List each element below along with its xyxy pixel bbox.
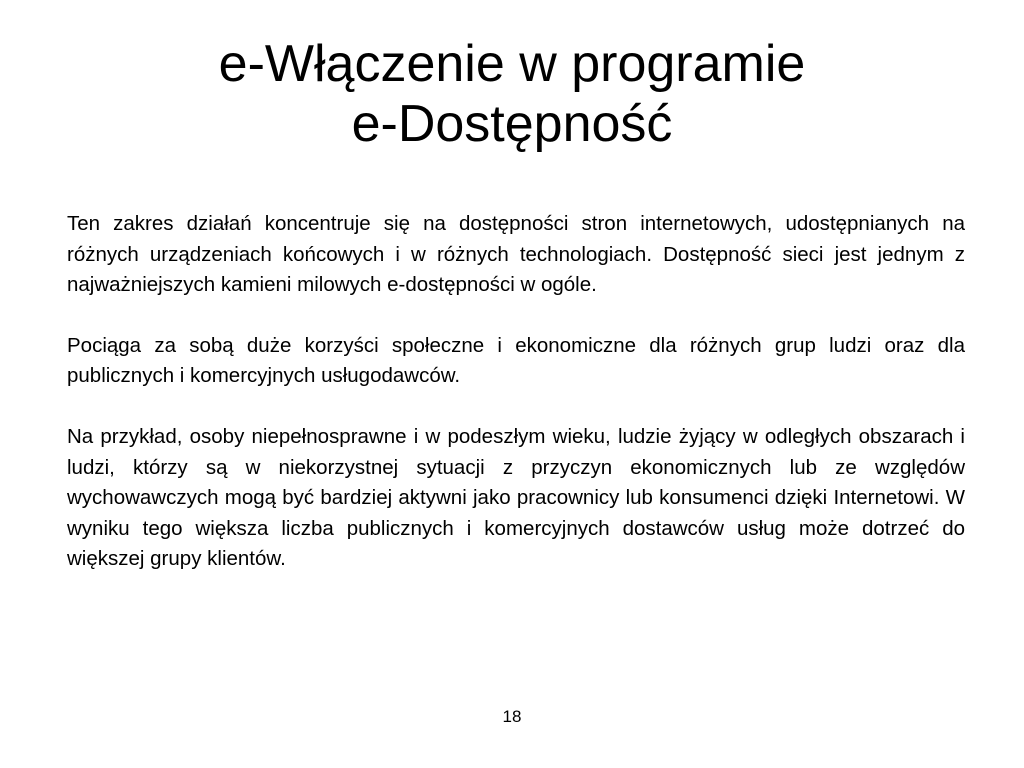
paragraph-accessibility-scope: Ten zakres działań koncentruje się na dostępności stron internetowych, udostępnianych na różnych urządzeniach końcowych i w różnych technologiach. Dostępność sieci jest jednym z najważniejszych kamieni milowych e-dostępności w ogóle.: [67, 212, 965, 297]
paragraph-example: Na przykład, osoby niepełnosprawne i w podeszłym wieku, ludzie żyjący w odległych obszarach i ludzi, którzy są w niekorzystnej sytuacji z przyczyn ekonomicznych lub ze względów wychowawczych mogą być bardziej aktywni jako pracownicy lub konsumenci dzięki Internetowi. W wyniku tego większa liczba publicznych i komercyjnych dostawców usług może dotrzeć do większej grupy klientów.: [67, 424, 965, 571]
page-number: 18: [502, 707, 522, 726]
slide-body: [67, 209, 965, 605]
paragraph-benefits: Pociąga za sobą duże korzyści społeczne i ekonomiczne dla różnych grup ludzi oraz dla publicznych i komercyjnych usługodawców.: [67, 333, 965, 388]
slide-title-line-2: e-Dostępność: [351, 95, 673, 153]
slide-title-line-1: e-Włączenie w programie: [218, 35, 806, 93]
slide-title: [60, 34, 964, 154]
